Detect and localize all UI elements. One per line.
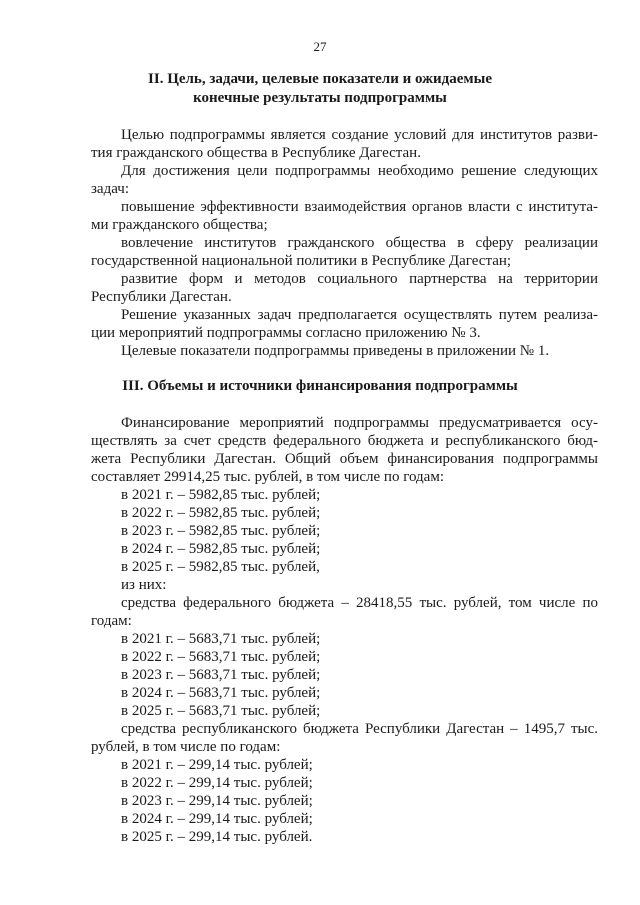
funding-year-line: в 2021 г. – 5982,85 тыс. рублей;	[121, 487, 321, 503]
funding-year-line: в 2025 г. – 299,14 тыс. рублей.	[121, 829, 313, 845]
paragraph-line: средства республиканского бюджета Республики Дагестан – 1495,7 тыс.	[121, 721, 598, 737]
paragraph-line: Республики Дагестан.	[91, 289, 232, 305]
paragraph-line: Решение указанных задач предполагается осуществлять путем реализа-	[121, 307, 598, 323]
funding-year-line: в 2022 г. – 5982,85 тыс. рублей;	[121, 505, 321, 521]
funding-year-line: в 2024 г. – 5683,71 тыс. рублей;	[121, 685, 321, 701]
funding-year-line: в 2024 г. – 299,14 тыс. рублей;	[121, 811, 313, 827]
funding-year-line: в 2025 г. – 5982,85 тыс. рублей,	[121, 559, 320, 575]
paragraph-line: ции мероприятий подпрограммы согласно приложению № 3.	[91, 325, 481, 341]
funding-year-line: в 2024 г. – 5982,85 тыс. рублей;	[121, 541, 321, 557]
paragraph-line: средства федерального бюджета – 28418,55 тыс. рублей, том числе по	[121, 595, 598, 611]
paragraph-line: Финансирование мероприятий подпрограммы предусматривается осу-	[121, 415, 598, 431]
paragraph-line: годам:	[91, 613, 132, 629]
paragraph-line: жета Республики Дагестан. Общий объем финансирования подпрограммы	[91, 451, 598, 467]
section-3-heading: III. Объемы и источники финансирования подпрограммы	[122, 378, 518, 394]
funding-year-line: в 2022 г. – 5683,71 тыс. рублей;	[121, 649, 321, 665]
funding-year-line: в 2021 г. – 5683,71 тыс. рублей;	[121, 631, 321, 647]
paragraph-line: Для достижения цели подпрограммы необходимо решение следующих	[121, 163, 598, 179]
paragraph-line: составляет 29914,25 тыс. рублей, в том числе по годам:	[91, 469, 444, 485]
paragraph-line: рублей, в том числе по годам:	[91, 739, 281, 755]
paragraph-line: развитие форм и методов социального партнерства на территории	[121, 271, 598, 287]
paragraph-line: Целевые показатели подпрограммы приведены в приложении № 1.	[121, 343, 550, 359]
paragraph-line: повышение эффективности взаимодействия органов власти с института-	[121, 199, 598, 215]
section-2-heading-line-2: конечные результаты подпрограммы	[193, 90, 447, 106]
funding-year-line: в 2022 г. – 299,14 тыс. рублей;	[121, 775, 313, 791]
paragraph-line: вовлечение институтов гражданского общества в сферу реализации	[121, 235, 598, 251]
paragraph-line: государственной национальной политики в Республике Дагестан;	[91, 253, 512, 269]
paragraph-line: ществлять за счет средств федерального бюджета и республиканского бюд-	[91, 433, 598, 449]
paragraph-line: Целью подпрограммы является создание условий для институтов разви-	[121, 127, 598, 143]
funding-year-line: в 2021 г. – 299,14 тыс. рублей;	[121, 757, 313, 773]
paragraph-line: задач:	[91, 181, 129, 197]
funding-year-line: в 2023 г. – 5982,85 тыс. рублей;	[121, 523, 321, 539]
paragraph-line: тия гражданского общества в Республике Дагестан.	[91, 145, 421, 161]
paragraph-line: из них:	[121, 577, 167, 593]
section-2-heading-line-1: II. Цель, задачи, целевые показатели и ожидаемые	[148, 71, 492, 87]
funding-year-line: в 2023 г. – 299,14 тыс. рублей;	[121, 793, 313, 809]
page-number: 27	[313, 39, 327, 54]
funding-year-line: в 2025 г. – 5683,71 тыс. рублей;	[121, 703, 321, 719]
funding-year-line: в 2023 г. – 5683,71 тыс. рублей;	[121, 667, 321, 683]
paragraph-line: ми гражданского общества;	[91, 217, 268, 233]
